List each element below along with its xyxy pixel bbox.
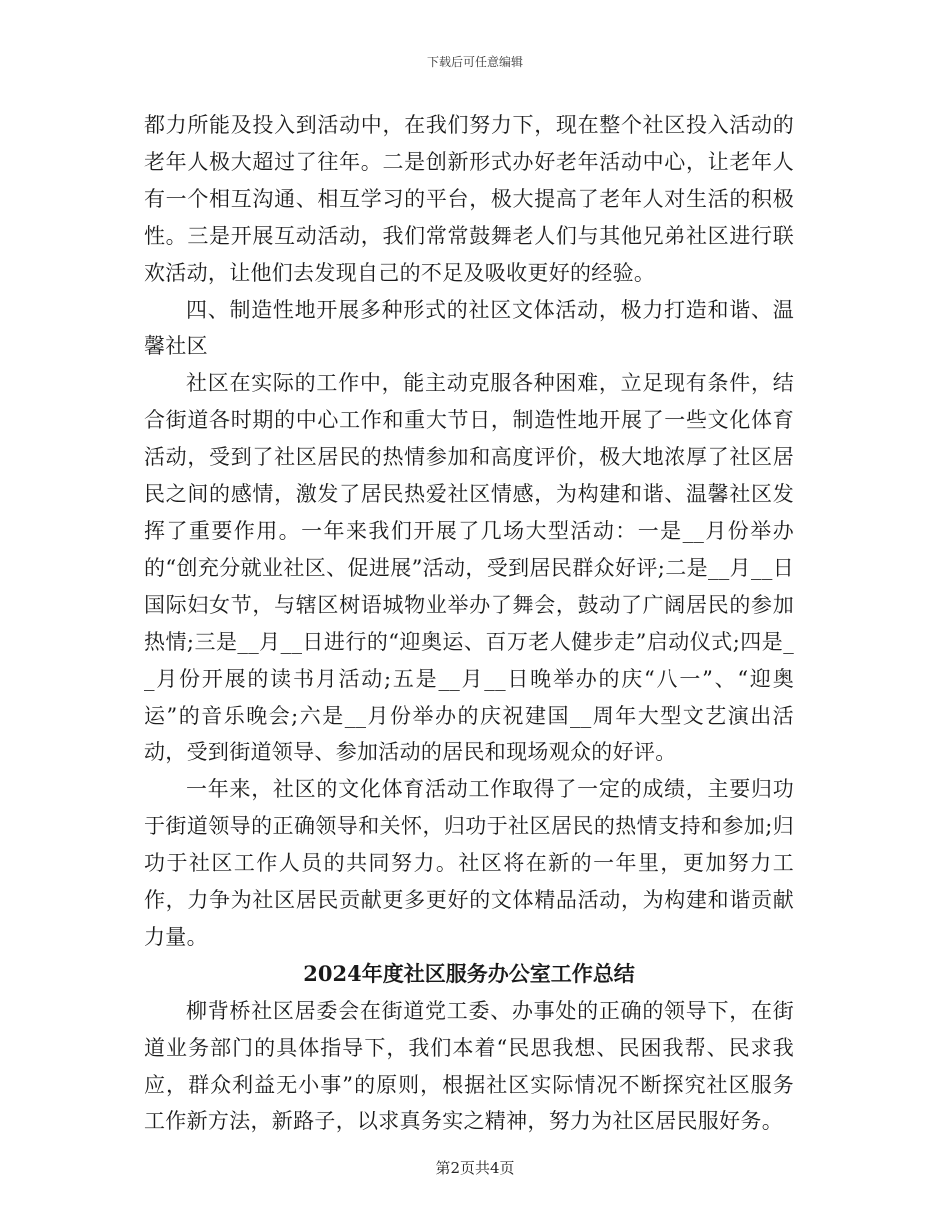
section-heading-4: 四、制造性地开展多种形式的社区文体活动，极力打造和谐、温馨社区 [144,297,794,359]
paragraph-1: 都力所能及投入到活动中，在我们努力下，现在整个社区投入活动的老年人极大超过了往年。二是创新形式办好老年活动中心，让老年人有一个相互沟通、相互学习的平台，极大提高了老年人对生活的积极性。三是开展互动活动，我们常常鼓舞老人们与其他兄弟社区进行联欢活动，让他们去发现自己的不足及吸收更好的经验。 [144,113,794,285]
paragraph-3: 社区在实际的工作中，能主动克服各种困难，立足现有条件，结合街道各时期的中心工作和重大节日，制造性地开展了一些文化体育活动，受到了社区居民的热情参加和高度评价，极大地浓厚了社区居民之间的感情，激发了居民热爱社区情感，为构建和谐、温馨社区发挥了重要作用。一年来我们开展了几场大型活动：一是__月份举办的“创充分就业社区、促进展”活动，受到居民群众好评;二是__月__日国际妇女节，与辖区树语城物业举办了舞会，鼓动了广阔居民的参加热情;三是__月__日进行的“迎奥运、百万老人健步走”启动仪式;四是__月份开展的读书月活动;五是__月__日晚举办的庆“八一”、“迎奥运”的音乐晚会;六是__月份举办的庆祝建国__周年大型文艺演出活动，受到街道领导、参加活动的居民和现场观众的好评。 [144,371,794,765]
paragraph-4: 一年来，社区的文化体育活动工作取得了一定的成绩，主要归功于街道领导的正确领导和关怀，归功于社区居民的热情支持和参加;归功于社区工作人员的共同努力。社区将在新的一年里，更加努力工作，力争为社区居民贡献更多更好的文体精品活动，为构建和谐贡献力量。 [144,777,794,949]
page-footer: 第2页共4页 [435,1159,515,1177]
document-title: 2024年度社区服务办公室工作总结 [303,960,635,986]
page-header: 下载后可任意编辑 [426,55,523,69]
document-body [144,107,794,1140]
paragraph-5: 柳背桥社区居委会在街道党工委、办事处的正确的领导下，在街道业务部门的具体指导下，我们本着“民思我想、民困我帮、民求我应，群众利益无小事”的原则，根据社区实际情况不断探究社区服务工作新方法，新路子，以求真务实之精神，努力为社区居民服好务。 [144,998,794,1134]
